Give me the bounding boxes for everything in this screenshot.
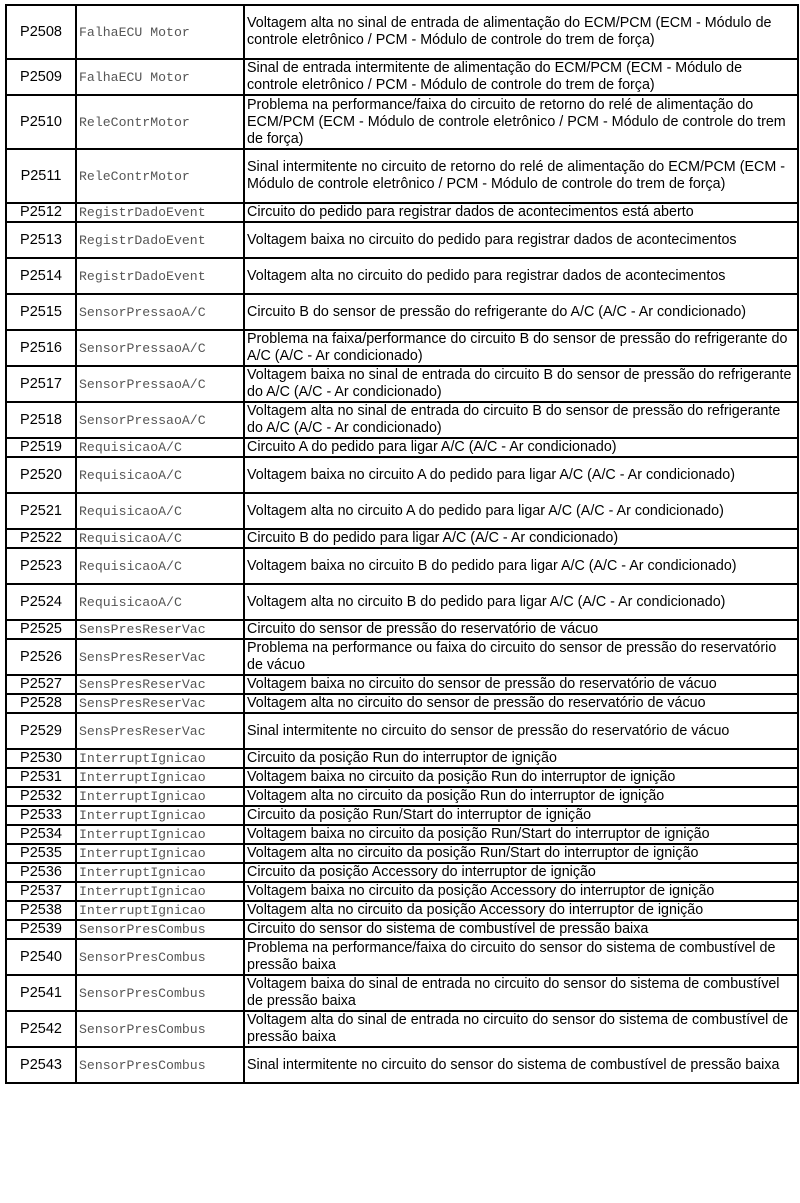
system-name-cell: SensorPressaoA/C — [76, 330, 244, 366]
dtc-code-cell: P2536 — [6, 863, 76, 882]
dtc-code-cell: P2516 — [6, 330, 76, 366]
dtc-code-cell: P2518 — [6, 402, 76, 438]
description-cell: Voltagem baixa no circuito A do pedido para ligar A/C (A/C - Ar condicionado) — [244, 457, 798, 493]
description-cell: Circuito do sensor do sistema de combustível de pressão baixa — [244, 920, 798, 939]
description-cell: Voltagem alta no circuito A do pedido para ligar A/C (A/C - Ar condicionado) — [244, 493, 798, 529]
system-name-cell: InterruptIgnicao — [76, 882, 244, 901]
table-row — [6, 203, 798, 222]
description-cell: Circuito da posição Accessory do interruptor de ignição — [244, 863, 798, 882]
system-name-cell: InterruptIgnicao — [76, 768, 244, 787]
description-cell: Voltagem alta no circuito da posição Run do interruptor de ignição — [244, 787, 798, 806]
system-name-cell: RequisicaoA/C — [76, 529, 244, 548]
system-name-cell: RequisicaoA/C — [76, 457, 244, 493]
system-name-cell: SensPresReserVac — [76, 694, 244, 713]
dtc-code-cell: P2535 — [6, 844, 76, 863]
dtc-code-cell: P2515 — [6, 294, 76, 330]
system-name-cell: RegistrDadoEvent — [76, 203, 244, 222]
dtc-code-cell: P2542 — [6, 1011, 76, 1047]
table-row — [6, 438, 798, 457]
description-cell: Sinal intermitente no circuito de retorno do relé de alimentação do ECM/PCM (ECM - Módulo de controle eletrônico / PCM - Módulo de controle do trem de força) — [244, 149, 798, 203]
system-name-cell: RequisicaoA/C — [76, 548, 244, 584]
system-name-cell: SensorPresCombus — [76, 975, 244, 1011]
description-cell: Circuito B do pedido para ligar A/C (A/C - Ar condicionado) — [244, 529, 798, 548]
description-cell: Sinal de entrada intermitente de alimentação do ECM/PCM (ECM - Módulo de controle eletrônico / PCM - Módulo de controle do trem de força) — [244, 59, 798, 95]
table-row — [6, 920, 798, 939]
dtc-code-cell: P2534 — [6, 825, 76, 844]
system-name-cell: SensPresReserVac — [76, 713, 244, 749]
description-cell: Voltagem alta no circuito B do pedido para ligar A/C (A/C - Ar condicionado) — [244, 584, 798, 620]
system-name-cell: SensPresReserVac — [76, 620, 244, 639]
dtc-table-body — [6, 5, 798, 1083]
system-name-cell: InterruptIgnicao — [76, 806, 244, 825]
system-name-cell: SensorPresCombus — [76, 1047, 244, 1083]
system-name-cell: RequisicaoA/C — [76, 438, 244, 457]
description-cell: Problema na faixa/performance do circuito B do sensor de pressão do refrigerante do A/C (A/C - Ar condicionado) — [244, 330, 798, 366]
description-cell: Sinal intermitente no circuito do sensor de pressão do reservatório de vácuo — [244, 713, 798, 749]
system-name-cell: RegistrDadoEvent — [76, 258, 244, 294]
description-cell: Voltagem alta do sinal de entrada no circuito do sensor do sistema de combustível de pressão baixa — [244, 1011, 798, 1047]
dtc-code-cell: P2537 — [6, 882, 76, 901]
table-row — [6, 620, 798, 639]
system-name-cell: ReleContrMotor — [76, 149, 244, 203]
dtc-code-cell: P2543 — [6, 1047, 76, 1083]
dtc-code-cell: P2526 — [6, 639, 76, 675]
description-cell: Circuito do sensor de pressão do reservatório de vácuo — [244, 620, 798, 639]
table-row — [6, 639, 798, 675]
dtc-code-cell: P2522 — [6, 529, 76, 548]
description-cell: Voltagem baixa no circuito da posição Run/Start do interruptor de ignição — [244, 825, 798, 844]
description-cell: Voltagem baixa no circuito do sensor de pressão do reservatório de vácuo — [244, 675, 798, 694]
dtc-code-cell: P2538 — [6, 901, 76, 920]
table-row — [6, 844, 798, 863]
description-cell: Problema na performance/faixa do circuito do sensor do sistema de combustível de pressão baixa — [244, 939, 798, 975]
table-row — [6, 749, 798, 768]
dtc-code-cell: P2514 — [6, 258, 76, 294]
table-row — [6, 939, 798, 975]
description-cell: Circuito da posição Run/Start do interruptor de ignição — [244, 806, 798, 825]
table-row — [6, 59, 798, 95]
dtc-code-cell: P2509 — [6, 59, 76, 95]
dtc-code-cell: P2530 — [6, 749, 76, 768]
description-cell: Circuito A do pedido para ligar A/C (A/C - Ar condicionado) — [244, 438, 798, 457]
table-row — [6, 529, 798, 548]
description-cell: Circuito do pedido para registrar dados de acontecimentos está aberto — [244, 203, 798, 222]
description-cell: Voltagem alta no circuito da posição Run/Start do interruptor de ignição — [244, 844, 798, 863]
system-name-cell: SensorPresCombus — [76, 920, 244, 939]
system-name-cell: SensorPresCombus — [76, 1011, 244, 1047]
table-row — [6, 548, 798, 584]
table-row — [6, 258, 798, 294]
table-row — [6, 768, 798, 787]
dtc-code-cell: P2510 — [6, 95, 76, 149]
system-name-cell: ReleContrMotor — [76, 95, 244, 149]
table-row — [6, 675, 798, 694]
dtc-code-table — [5, 4, 799, 1084]
system-name-cell: SensorPressaoA/C — [76, 366, 244, 402]
system-name-cell: InterruptIgnicao — [76, 901, 244, 920]
table-row — [6, 402, 798, 438]
system-name-cell: InterruptIgnicao — [76, 863, 244, 882]
dtc-code-cell: P2512 — [6, 203, 76, 222]
table-row — [6, 222, 798, 258]
table-row — [6, 825, 798, 844]
dtc-code-cell: P2527 — [6, 675, 76, 694]
system-name-cell: InterruptIgnicao — [76, 844, 244, 863]
table-row — [6, 975, 798, 1011]
description-cell: Voltagem alta no circuito do pedido para registrar dados de acontecimentos — [244, 258, 798, 294]
dtc-code-cell: P2508 — [6, 5, 76, 59]
table-row — [6, 806, 798, 825]
table-row — [6, 713, 798, 749]
system-name-cell: SensorPressaoA/C — [76, 294, 244, 330]
dtc-code-cell: P2541 — [6, 975, 76, 1011]
table-row — [6, 584, 798, 620]
description-cell: Voltagem baixa no sinal de entrada do circuito B do sensor de pressão do refrigerante do A/C (A/C - Ar condicionado) — [244, 366, 798, 402]
description-cell: Problema na performance/faixa do circuito de retorno do relé de alimentação do ECM/PCM (ECM - Módulo de controle eletrônico / PCM - Módulo de controle do trem de força) — [244, 95, 798, 149]
description-cell: Sinal intermitente no circuito do sensor do sistema de combustível de pressão baixa — [244, 1047, 798, 1083]
system-name-cell: RequisicaoA/C — [76, 584, 244, 620]
system-name-cell: SensorPresCombus — [76, 939, 244, 975]
table-row — [6, 5, 798, 59]
description-cell: Voltagem baixa no circuito B do pedido para ligar A/C (A/C - Ar condicionado) — [244, 548, 798, 584]
system-name-cell: SensPresReserVac — [76, 675, 244, 694]
description-cell: Voltagem alta no circuito da posição Accessory do interruptor de ignição — [244, 901, 798, 920]
table-row — [6, 366, 798, 402]
dtc-code-cell: P2513 — [6, 222, 76, 258]
dtc-code-cell: P2524 — [6, 584, 76, 620]
system-name-cell: FalhaECU Motor — [76, 59, 244, 95]
description-cell: Voltagem alta no circuito do sensor de pressão do reservatório de vácuo — [244, 694, 798, 713]
system-name-cell: RegistrDadoEvent — [76, 222, 244, 258]
dtc-code-cell: P2519 — [6, 438, 76, 457]
system-name-cell: FalhaECU Motor — [76, 5, 244, 59]
dtc-code-cell: P2523 — [6, 548, 76, 584]
dtc-code-cell: P2533 — [6, 806, 76, 825]
dtc-code-cell: P2529 — [6, 713, 76, 749]
dtc-code-cell: P2532 — [6, 787, 76, 806]
description-cell: Voltagem alta no sinal de entrada do circuito B do sensor de pressão do refrigerante do A/C (A/C - Ar condicionado) — [244, 402, 798, 438]
table-row — [6, 330, 798, 366]
description-cell: Voltagem baixa no circuito da posição Accessory do interruptor de ignição — [244, 882, 798, 901]
system-name-cell: SensorPressaoA/C — [76, 402, 244, 438]
dtc-code-cell: P2540 — [6, 939, 76, 975]
table-row — [6, 694, 798, 713]
table-row — [6, 457, 798, 493]
table-row — [6, 863, 798, 882]
dtc-code-cell: P2525 — [6, 620, 76, 639]
table-row — [6, 787, 798, 806]
table-row — [6, 95, 798, 149]
description-cell: Voltagem baixa do sinal de entrada no circuito do sensor do sistema de combustível de pressão baixa — [244, 975, 798, 1011]
table-row — [6, 493, 798, 529]
system-name-cell: RequisicaoA/C — [76, 493, 244, 529]
table-row — [6, 882, 798, 901]
dtc-code-cell: P2520 — [6, 457, 76, 493]
description-cell: Problema na performance ou faixa do circuito do sensor de pressão do reservatório de vácuo — [244, 639, 798, 675]
dtc-code-cell: P2528 — [6, 694, 76, 713]
dtc-code-cell: P2517 — [6, 366, 76, 402]
description-cell: Voltagem alta no sinal de entrada de alimentação do ECM/PCM (ECM - Módulo de controle eletrônico / PCM - Módulo de controle do trem de força) — [244, 5, 798, 59]
dtc-code-cell: P2531 — [6, 768, 76, 787]
system-name-cell: SensPresReserVac — [76, 639, 244, 675]
description-cell: Voltagem baixa no circuito do pedido para registrar dados de acontecimentos — [244, 222, 798, 258]
table-row — [6, 1047, 798, 1083]
description-cell: Circuito B do sensor de pressão do refrigerante do A/C (A/C - Ar condicionado) — [244, 294, 798, 330]
description-cell: Circuito da posição Run do interruptor de ignição — [244, 749, 798, 768]
table-row — [6, 901, 798, 920]
table-row — [6, 149, 798, 203]
table-row — [6, 294, 798, 330]
system-name-cell: InterruptIgnicao — [76, 749, 244, 768]
table-row — [6, 1011, 798, 1047]
dtc-code-cell: P2539 — [6, 920, 76, 939]
description-cell: Voltagem baixa no circuito da posição Run do interruptor de ignição — [244, 768, 798, 787]
dtc-code-cell: P2521 — [6, 493, 76, 529]
dtc-code-cell: P2511 — [6, 149, 76, 203]
system-name-cell: InterruptIgnicao — [76, 787, 244, 806]
system-name-cell: InterruptIgnicao — [76, 825, 244, 844]
